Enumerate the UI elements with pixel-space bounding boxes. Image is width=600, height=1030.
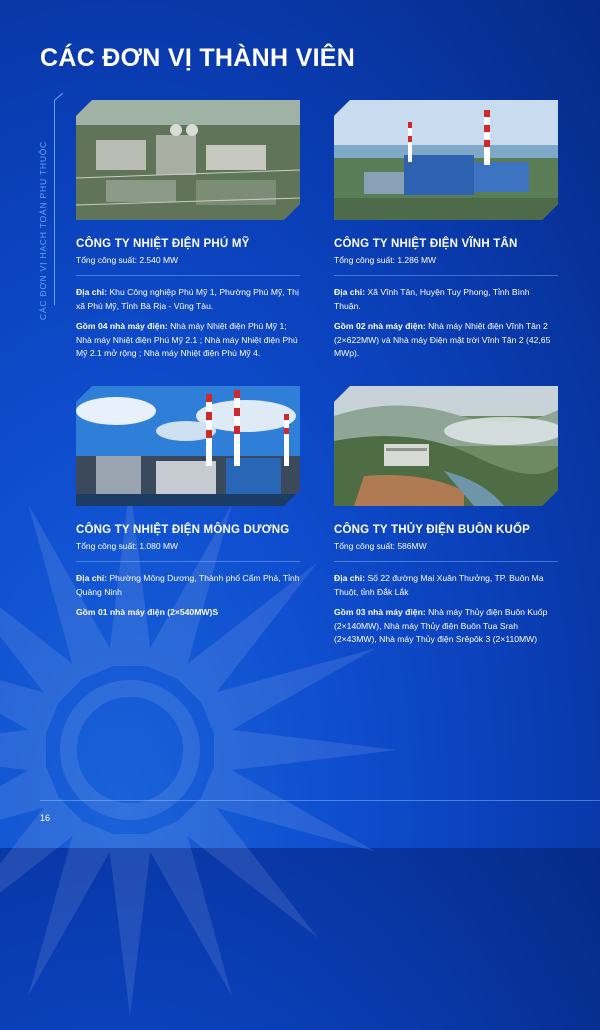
- footer-line: [40, 800, 600, 801]
- address-label: Địa chỉ:: [334, 287, 366, 297]
- plants-label: Gồm 01 nhà máy điện (2×540MW)S: [76, 607, 219, 617]
- plants-value: Nhà máy Nhiệt điện Phú Mỹ 1; Nhà máy Nhiệt điện Phú Mỹ 2.1 ; Nhà máy Nhiệt điện Phú Mỹ 2.1 mở rộng ; Nhà máy Nhiệt điện Phú Mỹ 4.: [76, 321, 298, 358]
- address-value: Khu Công nghiệp Phú Mỹ 1, Phường Phú Mỹ, Thị xã Phú Mỹ, Tỉnh Bà Rịa - Vũng Tàu.: [76, 287, 299, 311]
- plants-label: Gồm 04 nhà máy điện:: [76, 321, 168, 331]
- card-address: [76, 286, 300, 313]
- plants-label: Gồm 02 nhà máy điện:: [334, 321, 426, 331]
- member-card-mong-duong: [76, 386, 300, 627]
- section-side-label: CÁC ĐƠN VỊ HẠCH TOÁN PHỤ THUỘC: [38, 140, 48, 320]
- plant-photo-vinh-tan: [334, 100, 558, 220]
- plants-value: Nhà máy Nhiệt điện Vĩnh Tân 2 (2×622MW) và Nhà máy Điện mặt trời Vĩnh Tân 2 (42,65 MWp).: [334, 321, 551, 358]
- plant-photo-mong-duong: [76, 386, 300, 506]
- card-divider: [76, 561, 300, 562]
- card-address: [334, 572, 558, 599]
- address-label: Địa chỉ:: [76, 573, 108, 583]
- card-divider: [334, 561, 558, 562]
- member-card-vinh-tan: [334, 100, 558, 368]
- address-label: Địa chỉ:: [76, 287, 108, 297]
- card-address: [76, 572, 300, 599]
- address-label: Địa chỉ:: [334, 573, 366, 583]
- card-plants: [76, 606, 300, 620]
- card-divider: [334, 275, 558, 276]
- member-card-buon-kuop: [334, 386, 558, 654]
- card-divider: [76, 275, 300, 276]
- address-value: Xã Vĩnh Tân, Huyện Tuy Phong, Tỉnh Bình Thuận.: [334, 287, 530, 311]
- plants-label: Gồm 03 nhà máy điện:: [334, 607, 426, 617]
- card-title: CÔNG TY NHIỆT ĐIỆN PHÚ MỸ: [76, 238, 250, 250]
- plants-value: Nhà máy Thủy điện Buôn Kuốp (2×140MW), Nhà máy Thủy điện Buôn Tua Srah (2×43MW), Nhà máy Thủy điện Srêpôk 3 (2×110MW): [334, 607, 548, 644]
- card-capacity: Tổng công suất: 1.080 MW: [76, 541, 179, 551]
- card-plants: [334, 320, 558, 361]
- card-title: CÔNG TY NHIỆT ĐIỆN VĨNH TÂN: [334, 238, 518, 250]
- card-capacity: Tổng công suất: 1.286 MW: [334, 255, 437, 265]
- card-plants: [334, 606, 558, 647]
- card-title: CÔNG TY THỦY ĐIỆN BUÔN KUỐP: [334, 524, 531, 536]
- plant-photo-phu-my: [76, 100, 300, 220]
- card-capacity: Tổng công suất: 2.540 MW: [76, 255, 179, 265]
- address-value: Số 22 đường Mai Xuân Thưởng, TP. Buôn Ma Thuột, tỉnh Đắk Lắk: [334, 573, 544, 597]
- address-value: Phường Mông Dương, Thành phố Cẩm Phả, Tỉnh Quảng Ninh: [76, 573, 300, 597]
- page-number: 16: [40, 813, 51, 823]
- side-decoration-line: [54, 100, 55, 305]
- page-title: CÁC ĐƠN VỊ THÀNH VIÊN: [40, 44, 356, 72]
- card-address: [334, 286, 558, 313]
- member-card-phu-my: [76, 100, 300, 368]
- card-plants: [76, 320, 300, 361]
- card-capacity: Tổng công suất: 586MW: [334, 541, 427, 551]
- card-title: CÔNG TY NHIỆT ĐIỆN MÔNG DƯƠNG: [76, 524, 290, 536]
- plant-photo-buon-kuop: [334, 386, 558, 506]
